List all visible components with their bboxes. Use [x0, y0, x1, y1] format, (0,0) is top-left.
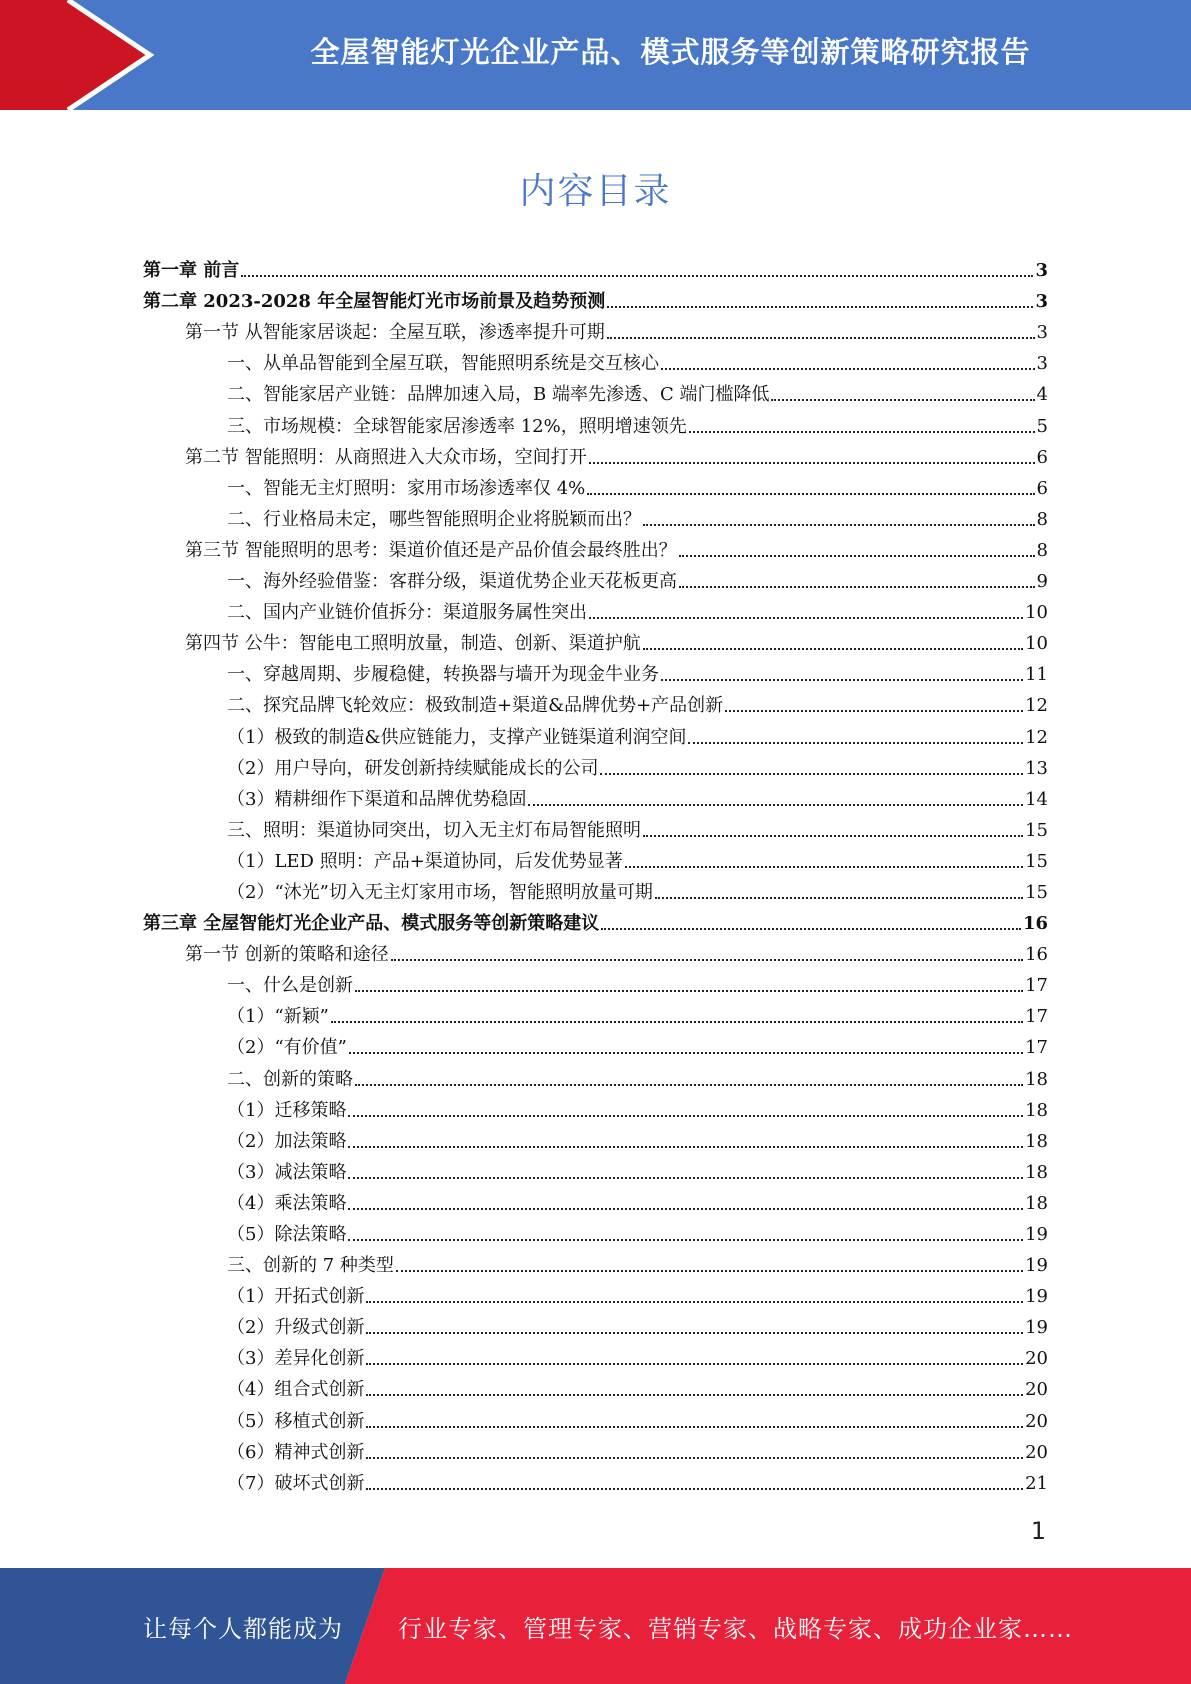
toc-entry-title: 一、智能无主灯照明：家用市场渗透率仅 4% — [227, 477, 586, 499]
toc-leader-dots — [396, 1270, 1023, 1272]
toc-entry[interactable] — [143, 1468, 1048, 1499]
toc-entry-page: 5 — [1036, 415, 1048, 437]
footer-slogan-left: 让每个人都能成为 — [143, 1614, 343, 1643]
toc-entry[interactable] — [143, 784, 1048, 815]
toc-entry[interactable] — [143, 1001, 1048, 1032]
toc-leader-dots — [348, 1208, 1023, 1210]
toc-entry-title: 三、创新的 7 种类型 — [227, 1255, 394, 1277]
toc-leader-dots — [366, 1457, 1023, 1459]
toc-entry-page: 19 — [1025, 1286, 1048, 1308]
toc-leader-dots — [607, 337, 1035, 339]
toc-entry-page: 8 — [1036, 508, 1048, 530]
toc-entry-page: 16 — [1022, 913, 1048, 935]
toc-leader-dots — [348, 1177, 1023, 1179]
toc-leader-dots — [643, 524, 1035, 526]
toc-entry[interactable] — [143, 753, 1048, 784]
toc-entry-title: （1）极致的制造&供应链能力，支撑产业链渠道利润空间 — [227, 726, 687, 748]
toc-entry-page: 10 — [1025, 602, 1048, 624]
toc-entry-page: 12 — [1025, 726, 1048, 748]
toc-entry-title: 第四节 公牛：智能电工照明放量，制造、创新、渠道护航 — [185, 633, 641, 655]
toc-entry[interactable] — [143, 1126, 1048, 1157]
toc-entry-title: 第一节 创新的策略和途径 — [185, 944, 389, 966]
toc-entry-page: 20 — [1025, 1379, 1048, 1401]
chevron-arrow-icon — [0, 0, 160, 110]
toc-leader-dots — [366, 1394, 1023, 1396]
page-number: 1 — [1030, 1517, 1046, 1545]
toc-entry[interactable] — [143, 317, 1048, 348]
toc-entry-title: （4）组合式创新 — [227, 1379, 365, 1401]
toc-entry-page: 6 — [1036, 446, 1048, 468]
toc-entry[interactable] — [143, 846, 1048, 877]
toc-entry-page: 4 — [1036, 384, 1048, 406]
toc-entry-page: 15 — [1025, 850, 1048, 872]
toc-entry-page: 9 — [1036, 571, 1048, 593]
toc-entry-page: 6 — [1036, 477, 1048, 499]
toc-entry[interactable] — [143, 379, 1048, 410]
toc-entry[interactable] — [143, 970, 1048, 1001]
toc-heading: 内容目录 — [519, 171, 672, 212]
toc-leader-dots — [348, 1239, 1023, 1241]
toc-entry-page: 3 — [1035, 291, 1048, 313]
toc-entry-title: （3）差异化创新 — [227, 1348, 365, 1370]
toc-entry[interactable] — [143, 286, 1048, 317]
toc-leader-dots — [655, 897, 1023, 899]
toc-entry-page: 10 — [1025, 633, 1048, 655]
toc-leader-dots — [355, 990, 1023, 992]
toc-leader-dots — [688, 742, 1023, 744]
toc-entry-title: （1）迁移策略 — [227, 1099, 347, 1121]
toc-entry-page: 16 — [1025, 944, 1048, 966]
toc-entry-title: （2）“沐光”切入无主灯家用市场，智能照明放量可期 — [227, 881, 653, 903]
toc-leader-dots — [725, 710, 1023, 712]
toc-leader-dots — [625, 866, 1023, 868]
toc-leader-dots — [366, 1332, 1023, 1334]
toc-entry-page: 11 — [1025, 664, 1048, 686]
toc-entry[interactable] — [143, 1312, 1048, 1343]
toc-leader-dots — [355, 1084, 1023, 1086]
toc-entry-title: （2）“有价值” — [227, 1037, 347, 1059]
toc-entry[interactable] — [143, 1063, 1048, 1094]
toc-leader-dots — [643, 835, 1023, 837]
toc-leader-dots — [366, 1363, 1023, 1365]
toc-entry[interactable] — [143, 1250, 1048, 1281]
toc-leader-dots — [366, 1301, 1023, 1303]
toc-entry-title: 第一章 前言 — [143, 260, 240, 282]
toc-leader-dots — [589, 462, 1035, 464]
toc-entry[interactable] — [143, 1157, 1048, 1188]
report-title: 全屋智能灯光企业产品、模式服务等创新策略研究报告 — [310, 34, 1031, 69]
toc-entry[interactable] — [143, 815, 1048, 846]
toc-leader-dots — [348, 1146, 1023, 1148]
toc-entry-page: 15 — [1025, 881, 1048, 903]
toc-leader-dots — [607, 306, 1033, 308]
toc-entry-title: （5）移植式创新 — [227, 1410, 365, 1432]
toc-entry-title: 第三节 智能照明的思考：渠道价值还是产品价值会最终胜出？ — [185, 539, 677, 561]
toc-entry[interactable] — [143, 566, 1048, 597]
toc-entry-title: （3）减法策略 — [227, 1161, 347, 1183]
toc-leader-dots — [679, 586, 1035, 588]
toc-leader-dots — [241, 275, 1033, 277]
toc-entry[interactable] — [143, 442, 1048, 473]
toc-entry[interactable] — [143, 410, 1048, 441]
toc-leader-dots — [771, 399, 1034, 401]
toc-entry-page: 19 — [1025, 1224, 1048, 1245]
toc-entry-title: （1）“新颖” — [227, 1006, 329, 1028]
toc-entry-page: 19 — [1025, 1255, 1048, 1277]
toc-entry-title: （1）LED 照明：产品+渠道协同，后发优势显著 — [227, 850, 623, 872]
toc-leader-dots — [366, 1488, 1023, 1490]
toc-entry-title: 二、行业格局未定，哪些智能照明企业将脱颖而出？ — [227, 508, 641, 530]
toc-entry-page: 8 — [1036, 539, 1048, 561]
toc-entry-page: 18 — [1025, 1161, 1048, 1183]
toc-leader-dots — [349, 1052, 1023, 1054]
toc-leader-dots — [689, 431, 1035, 433]
toc-leader-dots — [348, 1115, 1023, 1117]
toc-entry-title: 三、照明：渠道协同突出，切入无主灯布局智能照明 — [227, 819, 641, 841]
toc-entry-title: （1）开拓式创新 — [227, 1286, 365, 1308]
toc-entry-title: （2）升级式创新 — [227, 1317, 365, 1339]
toc-entry-page: 14 — [1025, 788, 1048, 810]
toc-entry-title: 二、探究品牌飞轮效应：极致制造+渠道&品牌优势+产品创新 — [227, 695, 724, 717]
toc-entry[interactable] — [143, 1405, 1048, 1436]
toc-leader-dots — [331, 1021, 1023, 1023]
toc-leader-dots — [661, 679, 1023, 681]
toc-entry[interactable] — [143, 504, 1048, 535]
toc-entry[interactable] — [143, 908, 1048, 939]
toc-entry[interactable] — [143, 628, 1048, 659]
toc-entry-page: 13 — [1025, 757, 1048, 779]
toc-entry[interactable] — [143, 1188, 1048, 1219]
toc-entry-title: （2）加法策略 — [227, 1130, 347, 1152]
toc-entry-title: （4）乘法策略 — [227, 1192, 347, 1214]
toc-entry-page: 20 — [1025, 1410, 1048, 1432]
toc-entry-page: 12 — [1025, 695, 1048, 717]
toc-entry-title: 第二章 2023-2028 年全屋智能灯光市场前景及趋势预测 — [143, 291, 606, 313]
toc-entry-title: 一、穿越周期、步履稳健，转换器与墙开为现金牛业务 — [227, 664, 659, 686]
toc-entry-page: 17 — [1025, 975, 1048, 997]
toc-entry[interactable] — [143, 1437, 1048, 1468]
table-of-contents — [143, 255, 1048, 1499]
toc-entry-title: 第三章 全屋智能灯光企业产品、模式服务等创新策略建议 — [143, 913, 600, 935]
toc-entry-title: 二、国内产业链价值拆分：渠道服务属性突出 — [227, 602, 587, 624]
toc-entry-title: （3）精耕细作下渠道和品牌优势稳固 — [227, 788, 527, 810]
toc-entry-title: 第一节 从智能家居谈起：全屋互联，渗透率提升可期 — [185, 322, 605, 344]
toc-entry[interactable] — [143, 690, 1048, 721]
toc-entry[interactable] — [143, 255, 1048, 286]
toc-entry[interactable] — [143, 939, 1048, 970]
toc-entry-page: 3 — [1035, 260, 1048, 282]
toc-entry-title: （6）精神式创新 — [227, 1441, 365, 1463]
toc-entry-page: 18 — [1025, 1099, 1048, 1121]
toc-entry[interactable] — [143, 1343, 1048, 1374]
toc-leader-dots — [661, 368, 1035, 370]
header-band — [0, 0, 1191, 110]
toc-entry-title: 一、从单品智能到全屋互联，智能照明系统是交互核心 — [227, 353, 659, 375]
toc-entry[interactable] — [143, 1281, 1048, 1312]
toc-entry[interactable] — [143, 473, 1048, 504]
toc-entry[interactable] — [143, 721, 1048, 752]
footer-band — [0, 1568, 1191, 1684]
toc-entry-page: 20 — [1025, 1348, 1048, 1370]
toc-entry-title: （5）除法策略 — [227, 1224, 347, 1245]
toc-leader-dots — [643, 648, 1023, 650]
toc-leader-dots — [366, 1426, 1023, 1428]
toc-entry[interactable] — [143, 1095, 1048, 1126]
toc-entry-page: 21 — [1025, 1472, 1048, 1494]
toc-entry[interactable] — [143, 1219, 1048, 1250]
toc-leader-dots — [589, 617, 1023, 619]
toc-entry-title: （7）破坏式创新 — [227, 1472, 365, 1494]
toc-leader-dots — [391, 959, 1023, 961]
toc-entry-page: 18 — [1025, 1192, 1048, 1214]
toc-entry-page: 3 — [1036, 353, 1048, 375]
toc-entry[interactable] — [143, 348, 1048, 379]
toc-entry[interactable] — [143, 535, 1048, 566]
toc-entry-page: 19 — [1025, 1317, 1048, 1339]
toc-entry[interactable] — [143, 877, 1048, 908]
toc-leader-dots — [601, 928, 1021, 930]
toc-entry-title: 第二节 智能照明：从商照进入大众市场，空间打开 — [185, 446, 587, 468]
toc-entry-page: 17 — [1025, 1037, 1048, 1059]
toc-entry[interactable] — [143, 1374, 1048, 1405]
toc-entry-page: 17 — [1025, 1006, 1048, 1028]
toc-entry-page: 20 — [1025, 1441, 1048, 1463]
toc-entry[interactable] — [143, 659, 1048, 690]
toc-entry-page: 18 — [1025, 1068, 1048, 1090]
toc-entry-page: 15 — [1025, 819, 1048, 841]
toc-entry-title: 一、海外经验借鉴：客群分级，渠道优势企业天花板更高 — [227, 571, 677, 593]
toc-entry-title: 二、智能家居产业链：品牌加速入局，B 端率先渗透、C 端门槛降低 — [227, 384, 770, 406]
toc-leader-dots — [600, 773, 1023, 775]
toc-leader-dots — [679, 555, 1035, 557]
toc-entry[interactable] — [143, 597, 1048, 628]
footer-slogan-right: 行业专家、管理专家、营销专家、战略专家、成功企业家…… — [398, 1614, 1073, 1643]
toc-entry[interactable] — [143, 1032, 1048, 1063]
toc-entry-page: 18 — [1025, 1130, 1048, 1152]
toc-entry-title: 三、市场规模：全球智能家居渗透率 12%，照明增速领先 — [227, 415, 687, 437]
toc-leader-dots — [587, 493, 1034, 495]
toc-leader-dots — [528, 804, 1023, 806]
toc-entry-title: 一、什么是创新 — [227, 975, 353, 997]
toc-entry-title: 二、创新的策略 — [227, 1068, 353, 1090]
toc-entry-page: 3 — [1036, 322, 1048, 344]
toc-entry-title: （2）用户导向，研发创新持续赋能成长的公司 — [227, 757, 599, 779]
